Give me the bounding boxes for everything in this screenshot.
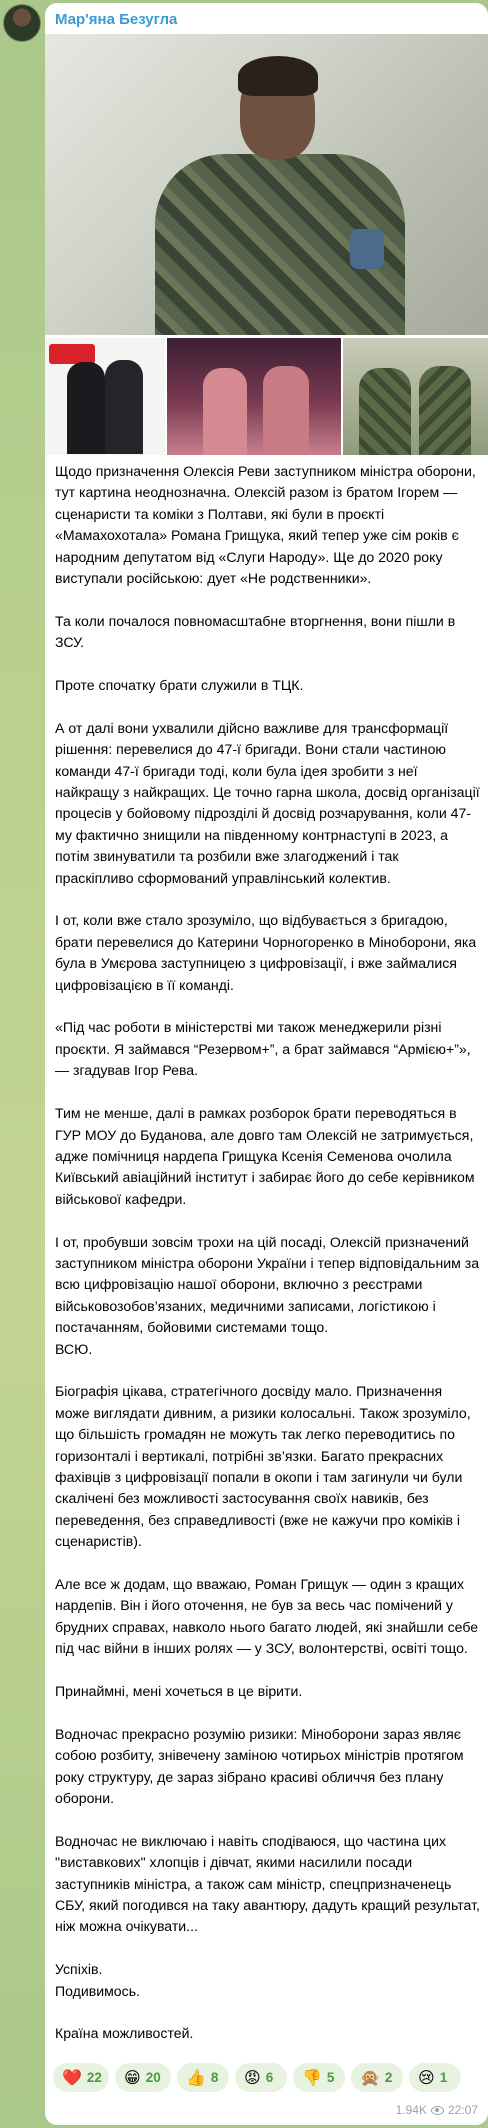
thumbs-up-icon: 👍 bbox=[186, 2067, 206, 2087]
eye-icon bbox=[431, 2106, 444, 2115]
photo-thumb-2[interactable] bbox=[167, 338, 341, 455]
paragraph: «Під час роботи в міністерстві ми також менеджерили різні проєкти. Я займався “Резервом+”, а брат займався “Армією+”», — згадував Ігор Рева. bbox=[55, 1019, 471, 1079]
laugh-icon: 😁 bbox=[124, 2067, 141, 2087]
reactions-bar bbox=[53, 2063, 483, 2093]
reaction-angry[interactable] bbox=[235, 2063, 287, 2092]
paragraph: Щодо призначення Олексія Реви заступником міністра оборони, тут картина неоднозначна. Олексій разом із братом Ігорем — сценаристи та коміки з Полтави, які були в проєкті «Мамахохотала» Романа Грищука, який тепер уже сім років є народним депутатом від «Слуги Народу». Ще до 2020 року виступали російською: дует «Не родственники». bbox=[55, 463, 476, 587]
reaction-count: 8 bbox=[210, 2070, 219, 2085]
paragraph: І от, пробувши зовсім трохи на цій посаді, Олексій призначений заступником міністра оборони України і тепер відповідальним за всю цифровізацію нашої оборони, включно з реєстрами військовозобов’язаних, медичними записами, логістикою і постачанням, бойовими системами тощо. ВСЮ. bbox=[55, 1233, 480, 1357]
paragraph: Але все ж додам, що вважаю, Роман Грищук — один з кращих нардепів. Він і його оточення, не був за весь час помічений у брудних справах, навколо нього багато людей, які знайшли себе під час війни в інших ролях — у ЗСУ, волонтерстві, освіті тощо. bbox=[55, 1575, 479, 1657]
main-photo[interactable] bbox=[45, 34, 488, 335]
reaction-thumbs-down[interactable] bbox=[293, 2063, 345, 2092]
paragraph: Тим не менше, далі в рамках розборок брати переводяться в ГУР МОУ до Буданова, але довго там Олексій не затримується, адже помічниця нардепа Грищука Ксенія Семенова очолила Київський авіаційний інститут і забирає його до себе керівником військової кафедри. bbox=[55, 1105, 475, 1207]
crying-icon: 😢 bbox=[418, 2067, 435, 2087]
heart-icon: ❤️ bbox=[62, 2067, 82, 2087]
message-meta bbox=[396, 2103, 478, 2117]
photo-thumb-1[interactable] bbox=[45, 338, 165, 455]
angry-icon: 😡 bbox=[244, 2067, 261, 2087]
paragraph: І от, коли вже стало зрозуміло, що відбувається з бригадою, брати перевелися до Катерини Чорногоренко в Міноборони, яка була в Умєрова заступницею з цифровізації, і вже займалися цифровізацією в її команді. bbox=[55, 912, 477, 993]
reaction-monkey[interactable] bbox=[351, 2063, 403, 2092]
paragraph: А от далі вони ухвалили дійсно важливе для трансформації рішення: перевелися до 47-ї бригади. Вони стали частиною команди 47-ї бригади тоді, коли була ідея зробити з неї найкращу з найкращих. Це точно гарна школа, досвід організації процесів у бойовому підрозділі й досвід розчарування, коли 47-му фактично знищили на південному контрнаступі в 2023, а потім звинуватили та розбили вже злагоджений і так праскіпливо сформований управлінський колектив. bbox=[55, 719, 480, 886]
author-avatar[interactable] bbox=[3, 4, 41, 42]
views-count: 1.94K bbox=[395, 2103, 427, 2117]
paragraph: Та коли почалося повномасштабне вторгнення, вони пішли в ЗСУ. bbox=[55, 612, 456, 651]
reaction-heart[interactable] bbox=[53, 2063, 109, 2092]
paragraph: Водночас прекрасно розумію ризики: Міноборони зараз являє собою розбиту, знівечену заміною чотирьох міністрів протягом року структуру, де зараз зібрано красиві обличчя без плану оборони. bbox=[55, 1725, 464, 1807]
message-time: 22:07 bbox=[447, 2103, 478, 2117]
reaction-thumbs-up[interactable] bbox=[177, 2063, 229, 2092]
author-name[interactable]: Мар'яна Безугла bbox=[55, 11, 178, 28]
photo-grid bbox=[45, 338, 488, 455]
paragraph: Принаймні, мені хочеться в це вірити. bbox=[55, 1683, 303, 1699]
paragraph: Успіхів. Подивимось. bbox=[55, 1961, 140, 1999]
message-text bbox=[55, 461, 480, 2045]
photo-thumb-3[interactable] bbox=[343, 338, 488, 455]
speak-no-evil-monkey-icon: 🙊 bbox=[360, 2067, 380, 2087]
paragraph: Країна можливостей. bbox=[55, 2025, 194, 2042]
paragraph: Біографія цікава, стратегічного досвіду мало. Призначення може виглядати дивним, а ризики колосальні. Також зрозуміло, що більшість громадян не можуть так легко переводитись по горизонталі і вертикалі, потрібні зв’язки. Багато прекрасних фахівців з цифровізації попали в окопи і там загинули чи були скалічені без можливості застосування своїх навиків, без переведення, без справедливості (вже не кажучи про коміків і сценаристів). bbox=[55, 1383, 471, 1550]
paragraph: Водночас не виключаю і навіть сподіваюся, що частина цих "виставкових" хлопців і дівчат, якими насилили посади заступників міністра, а також сам міністр, спецпризначенець СБУ, який погодився на таку авантюру, дадуть кращий результат, ніж можна очікувати... bbox=[55, 1832, 480, 1935]
message-bubble bbox=[45, 3, 488, 2125]
reaction-count: 6 bbox=[265, 2070, 274, 2085]
reaction-cry[interactable] bbox=[409, 2063, 461, 2092]
reaction-laugh[interactable] bbox=[115, 2063, 171, 2092]
reaction-count: 22 bbox=[86, 2070, 102, 2085]
reaction-count: 5 bbox=[326, 2070, 335, 2085]
reaction-count: 2 bbox=[384, 2070, 393, 2085]
reaction-count: 1 bbox=[439, 2070, 448, 2085]
reaction-count: 20 bbox=[145, 2070, 161, 2085]
thumbs-down-icon: 👎 bbox=[302, 2067, 322, 2087]
paragraph: Проте спочатку брати служили в ТЦК. bbox=[55, 677, 304, 694]
